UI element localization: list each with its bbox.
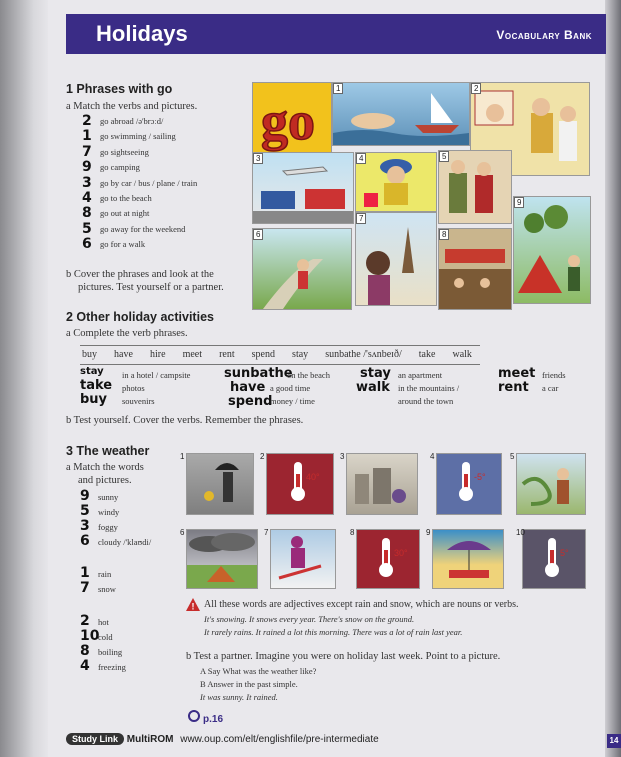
thermometer-icon	[294, 462, 302, 496]
handwritten-buy: buy	[80, 392, 108, 407]
book-gutter-shadow	[0, 0, 48, 757]
weather-word: cloudy /'klaʊdi/	[98, 537, 152, 547]
warning-icon	[186, 598, 200, 611]
phrase-money-time: money / time	[270, 396, 315, 406]
temperature-label: 5°	[560, 548, 569, 558]
handwritten-stay-2: stay	[360, 366, 391, 381]
word-box-item: have	[114, 349, 133, 360]
handwritten-sunbathe: sunbathe	[224, 366, 293, 381]
weather-picture-number: 2	[260, 452, 265, 461]
handwritten-answer: 7	[82, 143, 92, 160]
section1-instruction-b1: b Cover the phrases and look at the	[66, 269, 214, 280]
weather-picture-number: 3	[340, 452, 345, 461]
picture-8-night-out	[438, 228, 512, 310]
handwritten-answer: 4	[80, 658, 90, 674]
phrase-mountains: in the mountains /	[398, 383, 460, 393]
weather-word: windy	[98, 507, 120, 517]
word-box	[82, 349, 472, 360]
study-link-badge: Study Link	[66, 733, 124, 745]
word-box-item: meet	[182, 349, 203, 360]
word-box-item: hire	[149, 349, 166, 360]
section3-instruction-a2: and pictures.	[78, 475, 132, 486]
word-box-item: sunbathe /'sʌnbeɪð/	[325, 349, 402, 360]
word-box-item: buy	[82, 349, 97, 360]
handwritten-answer: 8	[80, 643, 90, 659]
handwritten-take: take	[80, 378, 113, 393]
picture-6-walk	[252, 228, 352, 310]
phrase-item: go away for the weekend	[100, 223, 186, 234]
handwritten-spend: spend	[228, 394, 273, 409]
weather-picture-number: 6	[180, 528, 185, 537]
phrase-hotel: in a hotel / campsite	[122, 370, 191, 380]
picture-number: 9	[514, 197, 524, 208]
phrase-item: go out at night	[100, 208, 150, 219]
phrase-item: go swimming / sailing	[100, 131, 176, 142]
weather-word: freezing	[98, 662, 126, 672]
handwritten-answer: 6	[80, 533, 90, 549]
weather-picture-9-sunny	[432, 529, 504, 589]
instruction-b-example: It was sunny. It rained.	[200, 692, 278, 702]
thermometer-icon	[382, 538, 390, 572]
picture-number: 1	[333, 83, 343, 94]
note-text: All these words are adjectives except rain and snow, which are nouns or verbs.	[204, 599, 519, 610]
section2-heading: 2 Other holiday activities	[66, 310, 214, 324]
picture-1-swimming-sailing	[332, 82, 470, 146]
phrase-good-time: a good time	[270, 383, 311, 393]
note-example-2: It rarely rains. It rained a lot this morning. There was a lot of rain last year.	[204, 627, 463, 637]
phrase-souvenirs: souvenirs	[122, 396, 155, 406]
page-ref-icon	[188, 710, 200, 722]
weather-word: snow	[98, 584, 116, 594]
page-number: 14	[607, 734, 621, 748]
phrase-car: a car	[542, 383, 559, 393]
weather-picture-number: 8	[350, 528, 355, 537]
weather-picture-number: 10	[516, 528, 525, 537]
next-page-edge	[605, 0, 621, 757]
go-logo-text: go	[261, 91, 315, 151]
weather-word: hot	[98, 617, 109, 627]
section3-instruction-a1: a Match the words	[66, 462, 144, 473]
weather-picture-6-cloudy	[186, 529, 258, 589]
handwritten-walk: walk	[356, 380, 390, 395]
handwritten-answer: 9	[80, 488, 90, 504]
phrase-item: go for a walk	[100, 239, 146, 250]
word-box-bottom-line	[80, 364, 480, 365]
handwritten-answer: 3	[82, 174, 92, 191]
page-ref-text: p.16	[203, 714, 224, 725]
section1-instruction-a: a Match the verbs and pictures.	[66, 101, 198, 112]
handwritten-answer: 9	[82, 159, 92, 176]
phrase-apartment: an apartment	[398, 370, 443, 380]
word-box-item: rent	[219, 349, 235, 360]
phrase-friends: friends	[542, 370, 566, 380]
footer	[66, 733, 379, 745]
picture-3-transport	[252, 152, 354, 224]
handwritten-have: have	[230, 380, 266, 395]
phrase-item: go abroad /ə'brɔːd/	[100, 116, 164, 126]
picture-number: 2	[471, 83, 481, 94]
section1-instruction-b2: pictures. Test yourself or a partner.	[78, 282, 224, 293]
weather-picture-7-snow	[270, 529, 336, 589]
handwritten-answer: 10	[80, 628, 100, 644]
weather-word: foggy	[98, 522, 118, 532]
page-reference[interactable]	[188, 710, 223, 725]
section2-instruction-b: b Test yourself. Cover the verbs. Remember the phrases.	[66, 415, 304, 426]
picture-number: 5	[439, 151, 449, 162]
instruction-b-a: A Say What was the weather like?	[200, 666, 317, 676]
picture-number: 7	[356, 213, 366, 224]
picture-number: 4	[356, 153, 366, 164]
thermometer-icon	[548, 538, 556, 572]
weather-word: rain	[98, 569, 112, 579]
handwritten-stay-1: stay	[80, 366, 104, 377]
weather-picture-3-foggy	[346, 453, 418, 515]
word-box-item: stay	[292, 349, 309, 360]
handwritten-rent: rent	[498, 380, 529, 395]
footer-url[interactable]: www.oup.com/elt/englishfile/pre-intermediate	[180, 734, 379, 745]
phrase-item: go camping	[100, 162, 140, 173]
section-label: Vocabulary Bank	[496, 28, 592, 42]
multirom-label: MultiROM	[126, 734, 174, 745]
page-title: Holidays	[96, 21, 188, 46]
word-box-item: take	[418, 349, 436, 360]
handwritten-answer: 4	[82, 190, 92, 206]
weather-word: cold	[98, 632, 113, 642]
handwritten-answer: 7	[80, 580, 90, 596]
title-banner	[66, 14, 606, 54]
go-logo-art	[253, 83, 331, 153]
handwritten-answer: 5	[80, 503, 90, 519]
picture-9-camping	[513, 196, 591, 304]
weather-picture-1-rain	[186, 453, 254, 515]
handwritten-answer: 1	[80, 565, 90, 581]
weather-picture-number: 5	[510, 452, 515, 461]
weather-picture-5-windy	[516, 453, 586, 515]
temperature-label: 30°	[394, 548, 408, 558]
handwritten-answer: 2	[82, 113, 92, 129]
weather-picture-number: 1	[180, 452, 185, 461]
handwritten-answer: 6	[82, 236, 92, 253]
picture-7-sightseeing	[355, 212, 437, 306]
weather-word: boiling	[98, 647, 123, 657]
phrase-photos: photos	[122, 383, 145, 393]
word-box-top-line	[80, 345, 480, 346]
handwritten-answer: 2	[80, 613, 90, 629]
picture-4-beach-person	[355, 152, 437, 212]
word-box-item: spend	[251, 349, 275, 360]
word-box-item: walk	[452, 349, 472, 360]
temperature-label: -5°	[474, 472, 486, 482]
picture-number: 8	[439, 229, 449, 240]
phrase-item: go by car / bus / plane / train	[100, 177, 198, 188]
temperature-label: 40°	[306, 472, 320, 482]
weather-picture-number: 4	[430, 452, 435, 461]
section1-heading: 1 Phrases with go	[66, 82, 173, 96]
svg-text:!: !	[191, 601, 195, 611]
picture-number: 3	[253, 153, 263, 164]
handwritten-answer: 5	[82, 220, 92, 237]
section2-instruction-a: a Complete the verb phrases.	[66, 328, 188, 339]
picture-number: 6	[253, 229, 263, 240]
section3-heading: 3 The weather	[66, 444, 150, 458]
handwritten-answer: 8	[82, 205, 92, 222]
thermometer-icon	[462, 462, 470, 496]
handwritten-answer: 3	[80, 518, 90, 534]
weather-word: sunny	[98, 492, 119, 502]
phrase-item: go sightseeing	[100, 146, 149, 157]
handwritten-answer: 1	[82, 128, 92, 145]
phrase-town: around the town	[398, 396, 454, 406]
phrase-item: go to the beach	[100, 193, 152, 203]
go-logo-picture	[252, 82, 332, 154]
phrase-beach: on the beach	[287, 370, 330, 380]
weather-picture-number: 7	[264, 528, 269, 537]
section3-instruction-b: b Test a partner. Imagine you were on holiday last week. Point to a picture.	[186, 651, 501, 662]
note-example-1: It's snowing. It snows every year. There's snow on the ground.	[204, 614, 415, 624]
weather-picture-number: 9	[426, 528, 431, 537]
handwritten-meet: meet	[498, 366, 536, 381]
instruction-b-b: B Answer in the past simple.	[200, 679, 298, 689]
